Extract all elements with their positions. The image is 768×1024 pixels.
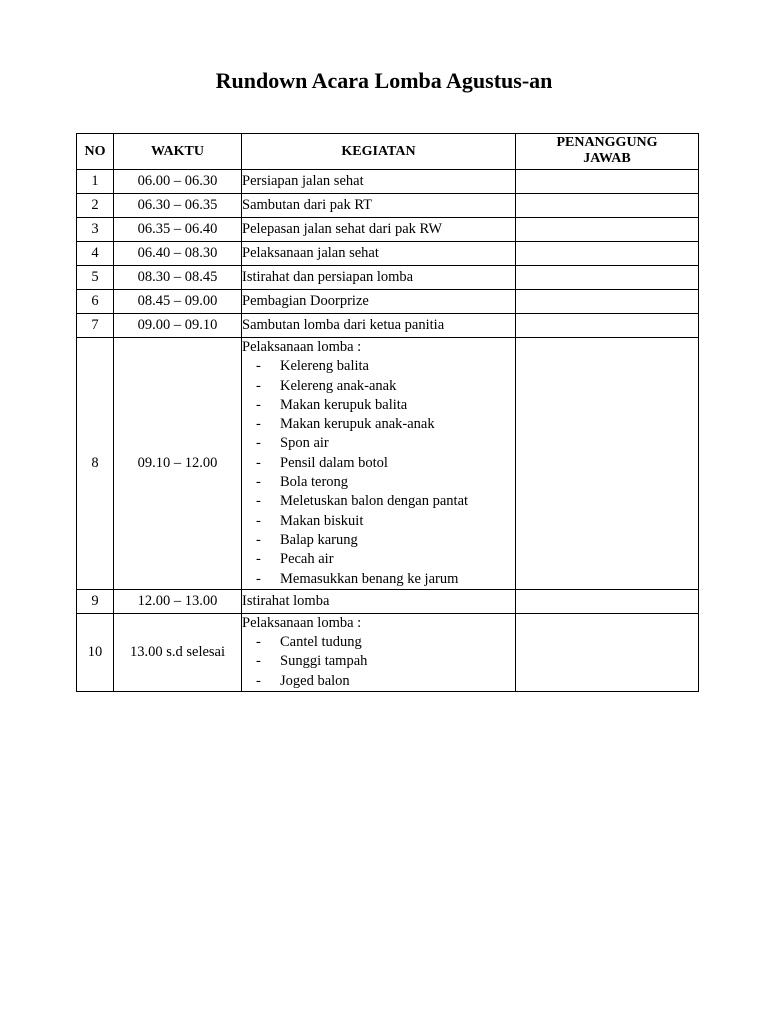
table-row (77, 194, 699, 218)
cell-kegiatan: Pelaksanaan jalan sehat (242, 242, 516, 266)
header-pj-line1: PENANGGUNG (556, 135, 658, 150)
bullet-dash: - (256, 396, 261, 413)
list-item-label: Makan biskuit (280, 512, 364, 529)
cell-kegiatan (242, 338, 516, 590)
bullet-dash: - (256, 653, 261, 670)
cell-kegiatan (242, 613, 516, 691)
cell-penanggung-jawab (516, 218, 699, 242)
bullet-dash: - (256, 551, 261, 568)
cell-waktu: 12.00 – 13.00 (114, 589, 242, 613)
cell-no: 3 (77, 218, 114, 242)
bullet-dash: - (256, 358, 261, 375)
cell-penanggung-jawab (516, 170, 699, 194)
list-item-label: Sunggi tampah (280, 653, 368, 670)
bullet-dash: - (256, 454, 261, 471)
cell-no: 4 (77, 242, 114, 266)
list-item (242, 357, 515, 376)
table-row (77, 338, 699, 590)
list-item (242, 531, 515, 550)
cell-kegiatan: Istirahat dan persiapan lomba (242, 266, 516, 290)
bullet-dash: - (256, 493, 261, 510)
cell-no: 1 (77, 170, 114, 194)
list-item (242, 512, 515, 531)
bullet-dash: - (256, 570, 261, 587)
cell-penanggung-jawab (516, 338, 699, 590)
cell-penanggung-jawab (516, 242, 699, 266)
cell-kegiatan: Istirahat lomba (242, 589, 516, 613)
cell-penanggung-jawab (516, 314, 699, 338)
list-item-label: Bola terong (280, 474, 349, 491)
cell-penanggung-jawab (516, 290, 699, 314)
list-item (242, 633, 515, 652)
list-item-label: Pecah air (280, 551, 334, 568)
table-row (77, 290, 699, 314)
list-item (242, 672, 515, 691)
header-penanggung-jawab (516, 134, 699, 170)
list-item-label: Spon air (280, 435, 329, 452)
cell-waktu: 06.35 – 06.40 (114, 218, 242, 242)
cell-penanggung-jawab (516, 589, 699, 613)
table-row (77, 218, 699, 242)
cell-no: 6 (77, 290, 114, 314)
cell-waktu: 06.00 – 06.30 (114, 170, 242, 194)
cell-waktu: 08.45 – 09.00 (114, 290, 242, 314)
list-item (242, 396, 515, 415)
cell-waktu: 06.40 – 08.30 (114, 242, 242, 266)
table-header-row (77, 134, 699, 170)
list-item (242, 473, 515, 492)
bullet-dash: - (256, 512, 261, 529)
list-item-label: Memasukkan benang ke jarum (280, 570, 459, 587)
cell-kegiatan: Sambutan dari pak RT (242, 194, 516, 218)
cell-no: 5 (77, 266, 114, 290)
activity-heading: Pelaksanaan lomba : (242, 614, 362, 631)
cell-kegiatan: Pembagian Doorprize (242, 290, 516, 314)
list-item (242, 570, 515, 589)
cell-penanggung-jawab (516, 613, 699, 691)
list-item (242, 454, 515, 473)
list-item-label: Makan kerupuk anak-anak (280, 416, 435, 433)
table-row (77, 589, 699, 613)
bullet-dash: - (256, 377, 261, 394)
cell-penanggung-jawab (516, 266, 699, 290)
list-item-label: Pensil dalam botol (280, 454, 388, 471)
table-row (77, 613, 699, 691)
cell-kegiatan: Sambutan lomba dari ketua panitia (242, 314, 516, 338)
list-item-label: Kelereng anak-anak (280, 377, 397, 394)
cell-no: 10 (77, 613, 114, 691)
table-row (77, 314, 699, 338)
list-item-label: Makan kerupuk balita (280, 396, 408, 413)
table-row (77, 170, 699, 194)
cell-kegiatan: Persiapan jalan sehat (242, 170, 516, 194)
cell-waktu: 06.30 – 06.35 (114, 194, 242, 218)
bullet-dash: - (256, 474, 261, 491)
list-item-label: Kelereng balita (280, 358, 369, 375)
bullet-dash: - (256, 435, 261, 452)
cell-kegiatan: Pelepasan jalan sehat dari pak RW (242, 218, 516, 242)
list-item-label: Cantel tudung (280, 634, 362, 651)
bullet-dash: - (256, 416, 261, 433)
list-item (242, 652, 515, 671)
bullet-dash: - (256, 672, 261, 689)
header-kegiatan: KEGIATAN (242, 134, 516, 170)
table-row (77, 266, 699, 290)
list-item (242, 434, 515, 453)
table-row (77, 242, 699, 266)
cell-no: 9 (77, 589, 114, 613)
bullet-dash: - (256, 531, 261, 548)
document-title: Rundown Acara Lomba Agustus-an (215, 68, 553, 93)
cell-waktu: 09.00 – 09.10 (114, 314, 242, 338)
cell-penanggung-jawab (516, 194, 699, 218)
list-item-label: Joged balon (280, 672, 350, 689)
rundown-table (76, 133, 699, 692)
cell-waktu: 09.10 – 12.00 (114, 338, 242, 590)
header-no: NO (77, 134, 114, 170)
activity-heading: Pelaksanaan lomba : (242, 339, 362, 355)
list-item-label: Balap karung (280, 531, 358, 548)
list-item (242, 550, 515, 569)
list-item (242, 377, 515, 396)
cell-waktu: 08.30 – 08.45 (114, 266, 242, 290)
list-item-label: Meletuskan balon dengan pantat (280, 493, 469, 510)
list-item (242, 415, 515, 434)
bullet-dash: - (256, 634, 261, 651)
list-item (242, 492, 515, 511)
cell-no: 2 (77, 194, 114, 218)
cell-no: 8 (77, 338, 114, 590)
cell-waktu: 13.00 s.d selesai (114, 613, 242, 691)
header-waktu: WAKTU (114, 134, 242, 170)
cell-no: 7 (77, 314, 114, 338)
header-pj-line2: JAWAB (583, 151, 631, 166)
